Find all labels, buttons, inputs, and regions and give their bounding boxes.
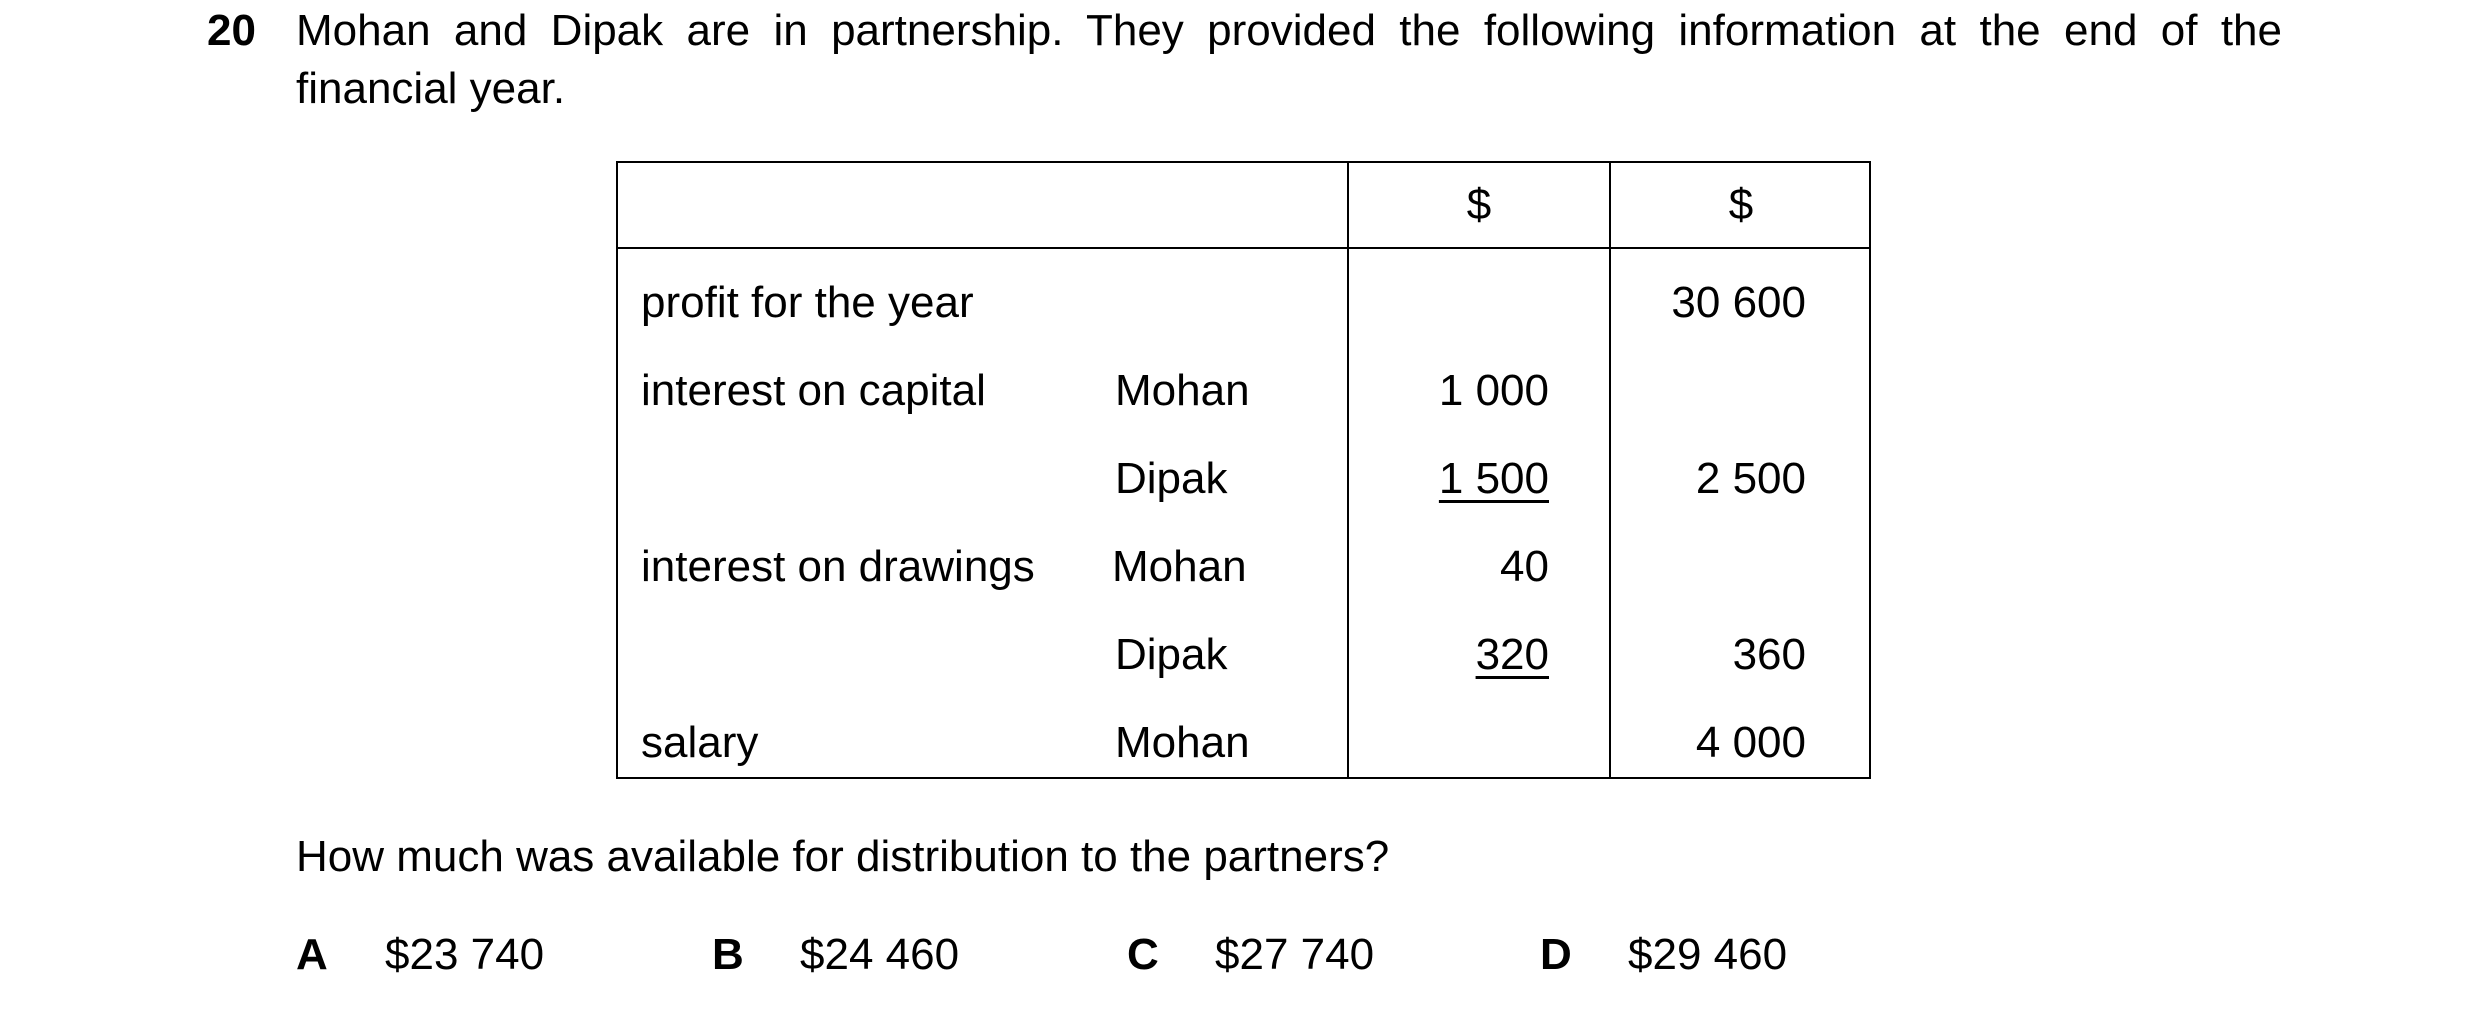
option-a-letter[interactable]: A (296, 930, 328, 979)
row-amount-1 (1349, 630, 1549, 680)
row-amount-1 (1349, 454, 1549, 504)
row-label: interest on drawings (641, 542, 1035, 591)
option-d-letter[interactable]: D (1540, 930, 1572, 979)
row-label: profit for the year (641, 278, 974, 327)
row-amount-1: 1 000 (1438, 366, 1549, 415)
row-amount-2: 30 600 (1671, 278, 1806, 327)
row-label: interest on capital (641, 366, 986, 415)
table-header-divider (618, 247, 1869, 249)
row-amount-2: 4 000 (1695, 718, 1806, 767)
row-partner: Mohan (1115, 718, 1250, 767)
accounts-table (616, 161, 1871, 779)
option-c-letter[interactable]: C (1127, 930, 1159, 979)
option-b-value[interactable]: $24 460 (800, 930, 960, 979)
row-partner: Dipak (1115, 454, 1228, 503)
header-currency-1: $ (1466, 180, 1492, 229)
row-amount-1: 40 (1500, 542, 1549, 591)
question-prompt: How much was available for distribution to the partners? (296, 832, 1390, 881)
option-a-value[interactable]: $23 740 (385, 930, 545, 979)
row-label: salary (641, 718, 759, 767)
row-amount-2: 360 (1732, 630, 1806, 679)
question-stem: Mohan and Dipak are in partnership. They provided the following information at the end of the financial year. (296, 6, 2282, 113)
header-currency-2: $ (1728, 180, 1754, 229)
question-number: 20 (207, 6, 256, 55)
option-b-letter[interactable]: B (712, 930, 744, 979)
row-partner: Dipak (1115, 630, 1228, 679)
subtotal-underlined: 320 (1475, 630, 1549, 679)
option-d-value[interactable]: $29 460 (1628, 930, 1788, 979)
row-amount-2: 2 500 (1695, 454, 1806, 503)
subtotal-underlined: 1 500 (1438, 454, 1549, 503)
row-partner: Mohan (1112, 542, 1247, 591)
row-partner: Mohan (1115, 366, 1250, 415)
option-c-value[interactable]: $27 740 (1215, 930, 1375, 979)
